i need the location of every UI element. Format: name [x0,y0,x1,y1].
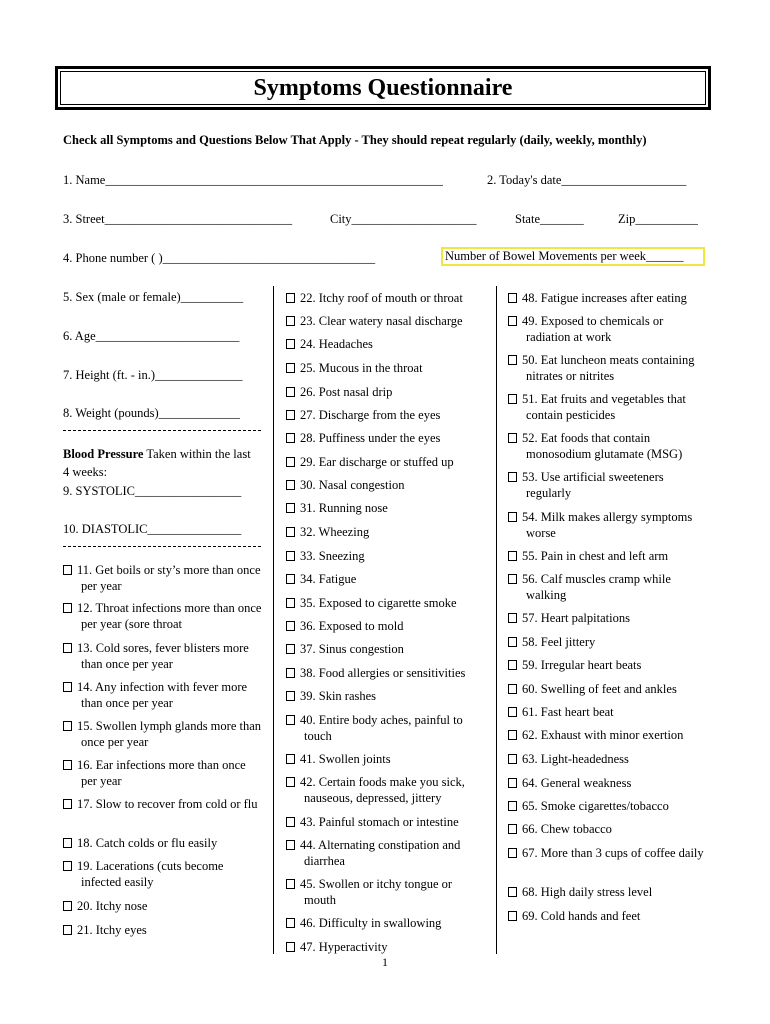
weight-field[interactable]: 8. Weight (pounds)_____________ [63,406,240,420]
checkbox[interactable] [286,691,295,701]
divider [63,430,261,431]
checkbox[interactable] [508,472,517,482]
checkbox[interactable] [286,879,295,889]
checkbox[interactable] [508,293,517,303]
checkbox[interactable] [286,293,295,303]
checkbox[interactable] [508,433,517,443]
checkbox[interactable] [508,754,517,764]
list-item[interactable]: 23. Clear watery nasal discharge [286,313,486,329]
checkbox[interactable] [286,433,295,443]
list-item[interactable]: 51. Eat fruits and vegetables that contain pesticides [508,391,723,423]
list-item[interactable]: 50. Eat luncheon meats containing nitrates or nitrites [508,352,723,384]
checkbox[interactable] [508,574,517,584]
list-item[interactable]: 45. Swollen or itchy tongue or mouth [286,876,486,908]
checkbox[interactable] [508,316,517,326]
list-item[interactable]: 61. Fast heart beat [508,704,723,720]
checkbox[interactable] [63,760,72,770]
checkbox[interactable] [63,603,72,613]
checkbox[interactable] [63,565,72,575]
list-item[interactable]: 25. Mucous in the throat [286,360,486,376]
checkbox[interactable] [286,503,295,513]
blood-pressure-heading [63,445,258,481]
list-item[interactable]: 26. Post nasal drip [286,384,486,400]
checkbox[interactable] [508,730,517,740]
list-item[interactable]: 67. More than 3 cups of coffee daily [508,845,708,861]
list-item[interactable]: 33. Sneezing [286,548,486,564]
list-item[interactable]: 31. Running nose [286,500,486,516]
list-item[interactable]: 34. Fatigue [286,571,486,587]
checkbox[interactable] [286,840,295,850]
checkbox[interactable] [286,621,295,631]
checkbox[interactable] [286,918,295,928]
list-item[interactable]: 58. Feel jittery [508,634,723,650]
list-item[interactable]: 16. Ear infections more than once per year [63,757,263,789]
state-field[interactable]: State_______ [515,212,584,226]
checkbox[interactable] [286,457,295,467]
checkbox[interactable] [286,574,295,584]
checkbox[interactable] [508,801,517,811]
checkbox[interactable] [286,942,295,952]
checkbox[interactable] [63,721,72,731]
list-item[interactable]: 62. Exhaust with minor exertion [508,727,723,743]
list-item[interactable]: 66. Chew tobacco [508,821,723,837]
list-item[interactable]: 12. Throat infections more than once per year (sore throat [63,600,263,632]
checkbox[interactable] [508,355,517,365]
list-item[interactable]: 24. Headaches [286,336,486,352]
checkbox[interactable] [63,643,72,653]
checkbox[interactable] [286,817,295,827]
zip-field[interactable]: Zip__________ [618,212,698,226]
checkbox[interactable] [508,637,517,647]
list-item[interactable]: 63. Light-headedness [508,751,723,767]
systolic-field[interactable]: 9. SYSTOLIC_________________ [63,484,242,498]
checkbox[interactable] [63,799,72,809]
checkbox[interactable] [508,660,517,670]
city-field[interactable]: City____________________ [330,212,477,226]
checkbox[interactable] [508,512,517,522]
checkbox[interactable] [508,824,517,834]
checkbox[interactable] [63,682,72,692]
checkbox[interactable] [508,911,517,921]
list-item[interactable]: 30. Nasal congestion [286,477,486,493]
checkbox[interactable] [286,339,295,349]
checkbox[interactable] [63,838,72,848]
checkbox[interactable] [508,707,517,717]
list-item[interactable]: 22. Itchy roof of mouth or throat [286,290,486,306]
checkbox[interactable] [286,527,295,537]
date-field[interactable]: 2. Today's date____________________ [487,173,687,187]
checkbox[interactable] [508,613,517,623]
list-item[interactable]: 20. Itchy nose [63,898,263,914]
bowel-movements-field[interactable]: Number of Bowel Movements per week______ [441,247,705,266]
list-item[interactable]: 29. Ear discharge or stuffed up [286,454,486,470]
checkbox[interactable] [286,644,295,654]
list-item[interactable]: 36. Exposed to mold [286,618,486,634]
list-item[interactable]: 15. Swollen lymph glands more than once per year [63,718,263,750]
list-item[interactable]: 46. Difficulty in swallowing [286,915,486,931]
checkbox[interactable] [286,480,295,490]
checkbox[interactable] [286,363,295,373]
checkbox[interactable] [63,901,72,911]
blood-pressure-label: Blood Pressure [63,447,144,461]
checkbox[interactable] [508,551,517,561]
title-box [55,66,711,110]
name-field[interactable]: 1. Name______________________________________________________ [63,173,443,187]
checkbox[interactable] [286,754,295,764]
checkbox[interactable] [286,777,295,787]
checkbox[interactable] [286,387,295,397]
column-divider [273,286,274,954]
list-item[interactable]: 69. Cold hands and feet [508,908,723,924]
list-item[interactable]: 42. Certain foods make you sick, nauseous, depressed, jittery [286,774,486,806]
list-item[interactable]: 47. Hyperactivity [286,939,486,955]
checkbox[interactable] [508,684,517,694]
list-item[interactable]: 37. Sinus congestion [286,641,486,657]
list-item[interactable]: 56. Calf muscles cramp while walking [508,571,708,603]
checkbox[interactable] [286,715,295,725]
list-item[interactable]: 41. Swollen joints [286,751,486,767]
checkbox[interactable] [286,410,295,420]
list-item[interactable]: 13. Cold sores, fever blisters more than once per year [63,640,263,672]
list-item[interactable]: 11. Get boils or sty’s more than once per year [63,562,263,594]
list-item[interactable]: 59. Irregular heart beats [508,657,723,673]
list-item[interactable]: 60. Swelling of feet and ankles [508,681,723,697]
list-item[interactable]: 49. Exposed to chemicals or radiation at work [508,313,708,345]
checkbox[interactable] [508,848,517,858]
list-item[interactable]: 14. Any infection with fever more than once per year [63,679,263,711]
list-item[interactable]: 21. Itchy eyes [63,922,263,938]
list-item[interactable]: 64. General weakness [508,775,723,791]
checkbox[interactable] [286,598,295,608]
list-item[interactable]: 68. High daily stress level [508,884,723,900]
list-item[interactable]: 52. Eat foods that contain monosodium glutamate (MSG) [508,430,708,462]
list-item[interactable]: 48. Fatigue increases after eating [508,290,723,306]
sex-field[interactable]: 5. Sex (male or female)__________ [63,290,244,304]
checkbox[interactable] [508,394,517,404]
list-item[interactable]: 55. Pain in chest and left arm [508,548,723,564]
checkbox[interactable] [508,778,517,788]
checkbox[interactable] [286,551,295,561]
checkbox[interactable] [286,668,295,678]
column-divider [496,286,497,954]
list-item[interactable]: 28. Puffiness under the eyes [286,430,486,446]
list-item[interactable]: 65. Smoke cigarettes/tobacco [508,798,723,814]
phone-field[interactable]: 4. Phone number ( )__________________________________ [63,251,376,265]
checkbox[interactable] [63,861,72,871]
height-field[interactable]: 7. Height (ft. - in.)______________ [63,368,243,382]
checkbox[interactable] [286,316,295,326]
age-field[interactable]: 6. Age_______________________ [63,329,240,343]
list-item[interactable]: 40. Entire body aches, painful to touch [286,712,486,744]
list-item[interactable]: 54. Milk makes allergy symptoms worse [508,509,723,541]
page-number: 1 [382,955,388,969]
list-item[interactable]: 32. Wheezing [286,524,486,540]
list-item[interactable]: 18. Catch colds or flu easily [63,835,263,851]
page-title: Symptoms Questionnaire [253,74,513,101]
diastolic-field[interactable]: 10. DIASTOLIC_______________ [63,522,242,536]
checkbox[interactable] [63,925,72,935]
title-frame [60,71,706,105]
street-field[interactable]: 3. Street______________________________ [63,212,293,226]
list-item[interactable]: 19. Lacerations (cuts become infected easily [63,858,263,890]
instructions: Check all Symptoms and Questions Below That Apply - They should repeat regularly (daily, weekly, monthly) [63,133,647,147]
list-item[interactable]: 38. Food allergies or sensitivities [286,665,486,681]
list-item[interactable]: 57. Heart palpitations [508,610,723,626]
list-item[interactable]: 53. Use artificial sweeteners regularly [508,469,708,501]
list-item[interactable]: 17. Slow to recover from cold or flu [63,796,263,812]
list-item[interactable]: 39. Skin rashes [286,688,486,704]
blood-pressure-note: Taken within the last 4 weeks: [63,447,251,479]
divider [63,546,261,547]
list-item[interactable]: 43. Painful stomach or intestine [286,814,486,830]
list-item[interactable]: 44. Alternating constipation and diarrhea [286,837,486,869]
list-item[interactable]: 35. Exposed to cigarette smoke [286,595,486,611]
checkbox[interactable] [508,887,517,897]
list-item[interactable]: 27. Discharge from the eyes [286,407,486,423]
